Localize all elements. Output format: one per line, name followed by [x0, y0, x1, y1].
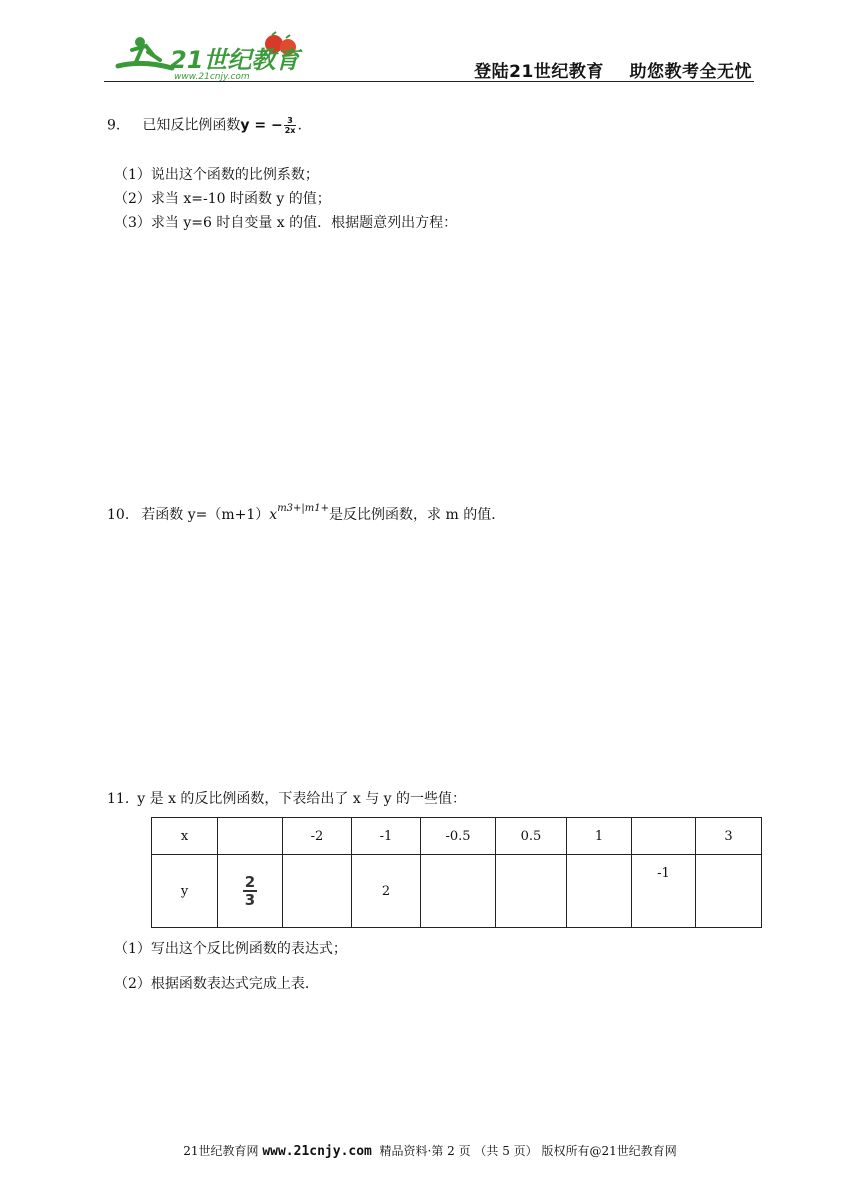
- header-slogan: 登陆21世纪教育 助您教考全无忧: [474, 62, 752, 82]
- q10-number: 10.: [107, 507, 130, 523]
- q11-stem: y 是 x 的反比例函数，下表给出了 x 与 y 的一些值：: [137, 791, 467, 807]
- table-cell: [496, 855, 567, 928]
- q10-base: x: [269, 507, 278, 523]
- q9-part-3: （3）求当 y=6 时自变量 x 的值．根据题意列出方程：: [114, 215, 458, 231]
- page-footer: [0, 1142, 860, 1159]
- table-cell: 2: [352, 855, 421, 928]
- q9-formula-fraction: $\frac{3}{2x}$: [284, 116, 296, 135]
- table-cell: -1: [632, 855, 696, 928]
- q10-stem-line: [107, 500, 505, 524]
- q9-stem: 已知反比例函数: [142, 117, 241, 134]
- q10-stem-before: 若函数 y=（m+1）: [141, 507, 270, 523]
- q9-number: 9.: [107, 117, 121, 134]
- q11-part-1: （1）写出这个反比例函数的表达式；: [114, 941, 347, 957]
- table-cell: 1: [567, 818, 632, 855]
- q10-exponent: m3+|m1+: [277, 503, 330, 514]
- table-cell: x: [152, 818, 218, 855]
- table-cell: -2: [283, 818, 352, 855]
- q9-stem-line: [107, 116, 302, 135]
- footer-left: 21世纪教育网: [183, 1144, 263, 1158]
- table-cell: [696, 855, 762, 928]
- q10-stem-after: 是反比例函数，求 m 的值．: [329, 507, 506, 523]
- q9-formula-lhs: y = −: [240, 117, 283, 134]
- 21cnjy-logo: [112, 30, 312, 82]
- table-row-y: [152, 855, 762, 928]
- xy-value-table: [151, 817, 762, 928]
- table-row-x: [152, 818, 762, 855]
- table-cell: [421, 855, 496, 928]
- q9-part-2: （2）求当 x=-10 时函数 y 的值；: [114, 191, 331, 207]
- logo-url: www.21cnjy.com: [174, 72, 250, 82]
- table-cell: [632, 818, 696, 855]
- table-cell: [218, 818, 283, 855]
- table-cell: -0.5: [421, 818, 496, 855]
- q11-stem-line: [107, 790, 466, 808]
- logo-text: 21世纪教育: [170, 46, 300, 74]
- table-cell: y: [152, 855, 218, 928]
- q11-number: 11.: [107, 791, 130, 807]
- table-cell: 3: [696, 818, 762, 855]
- table-cell-fraction: $\frac{2}{3}$: [218, 855, 283, 928]
- table-cell: [567, 855, 632, 928]
- q9-formula-end: .: [297, 117, 302, 134]
- table-cell: -1: [352, 818, 421, 855]
- table-cell: [283, 855, 352, 928]
- header-divider: [104, 81, 754, 82]
- footer-right: 精品资料·第 2 页 （共 5 页） 版权所有@21世纪教育网: [371, 1144, 677, 1158]
- table-cell: 0.5: [496, 818, 567, 855]
- q9-part-1: （1）说出这个函数的比例系数；: [114, 167, 319, 183]
- footer-site-link[interactable]: www.21cnjy.com: [262, 1144, 372, 1159]
- q11-part-2: （2）根据函数表达式完成上表．: [114, 976, 319, 992]
